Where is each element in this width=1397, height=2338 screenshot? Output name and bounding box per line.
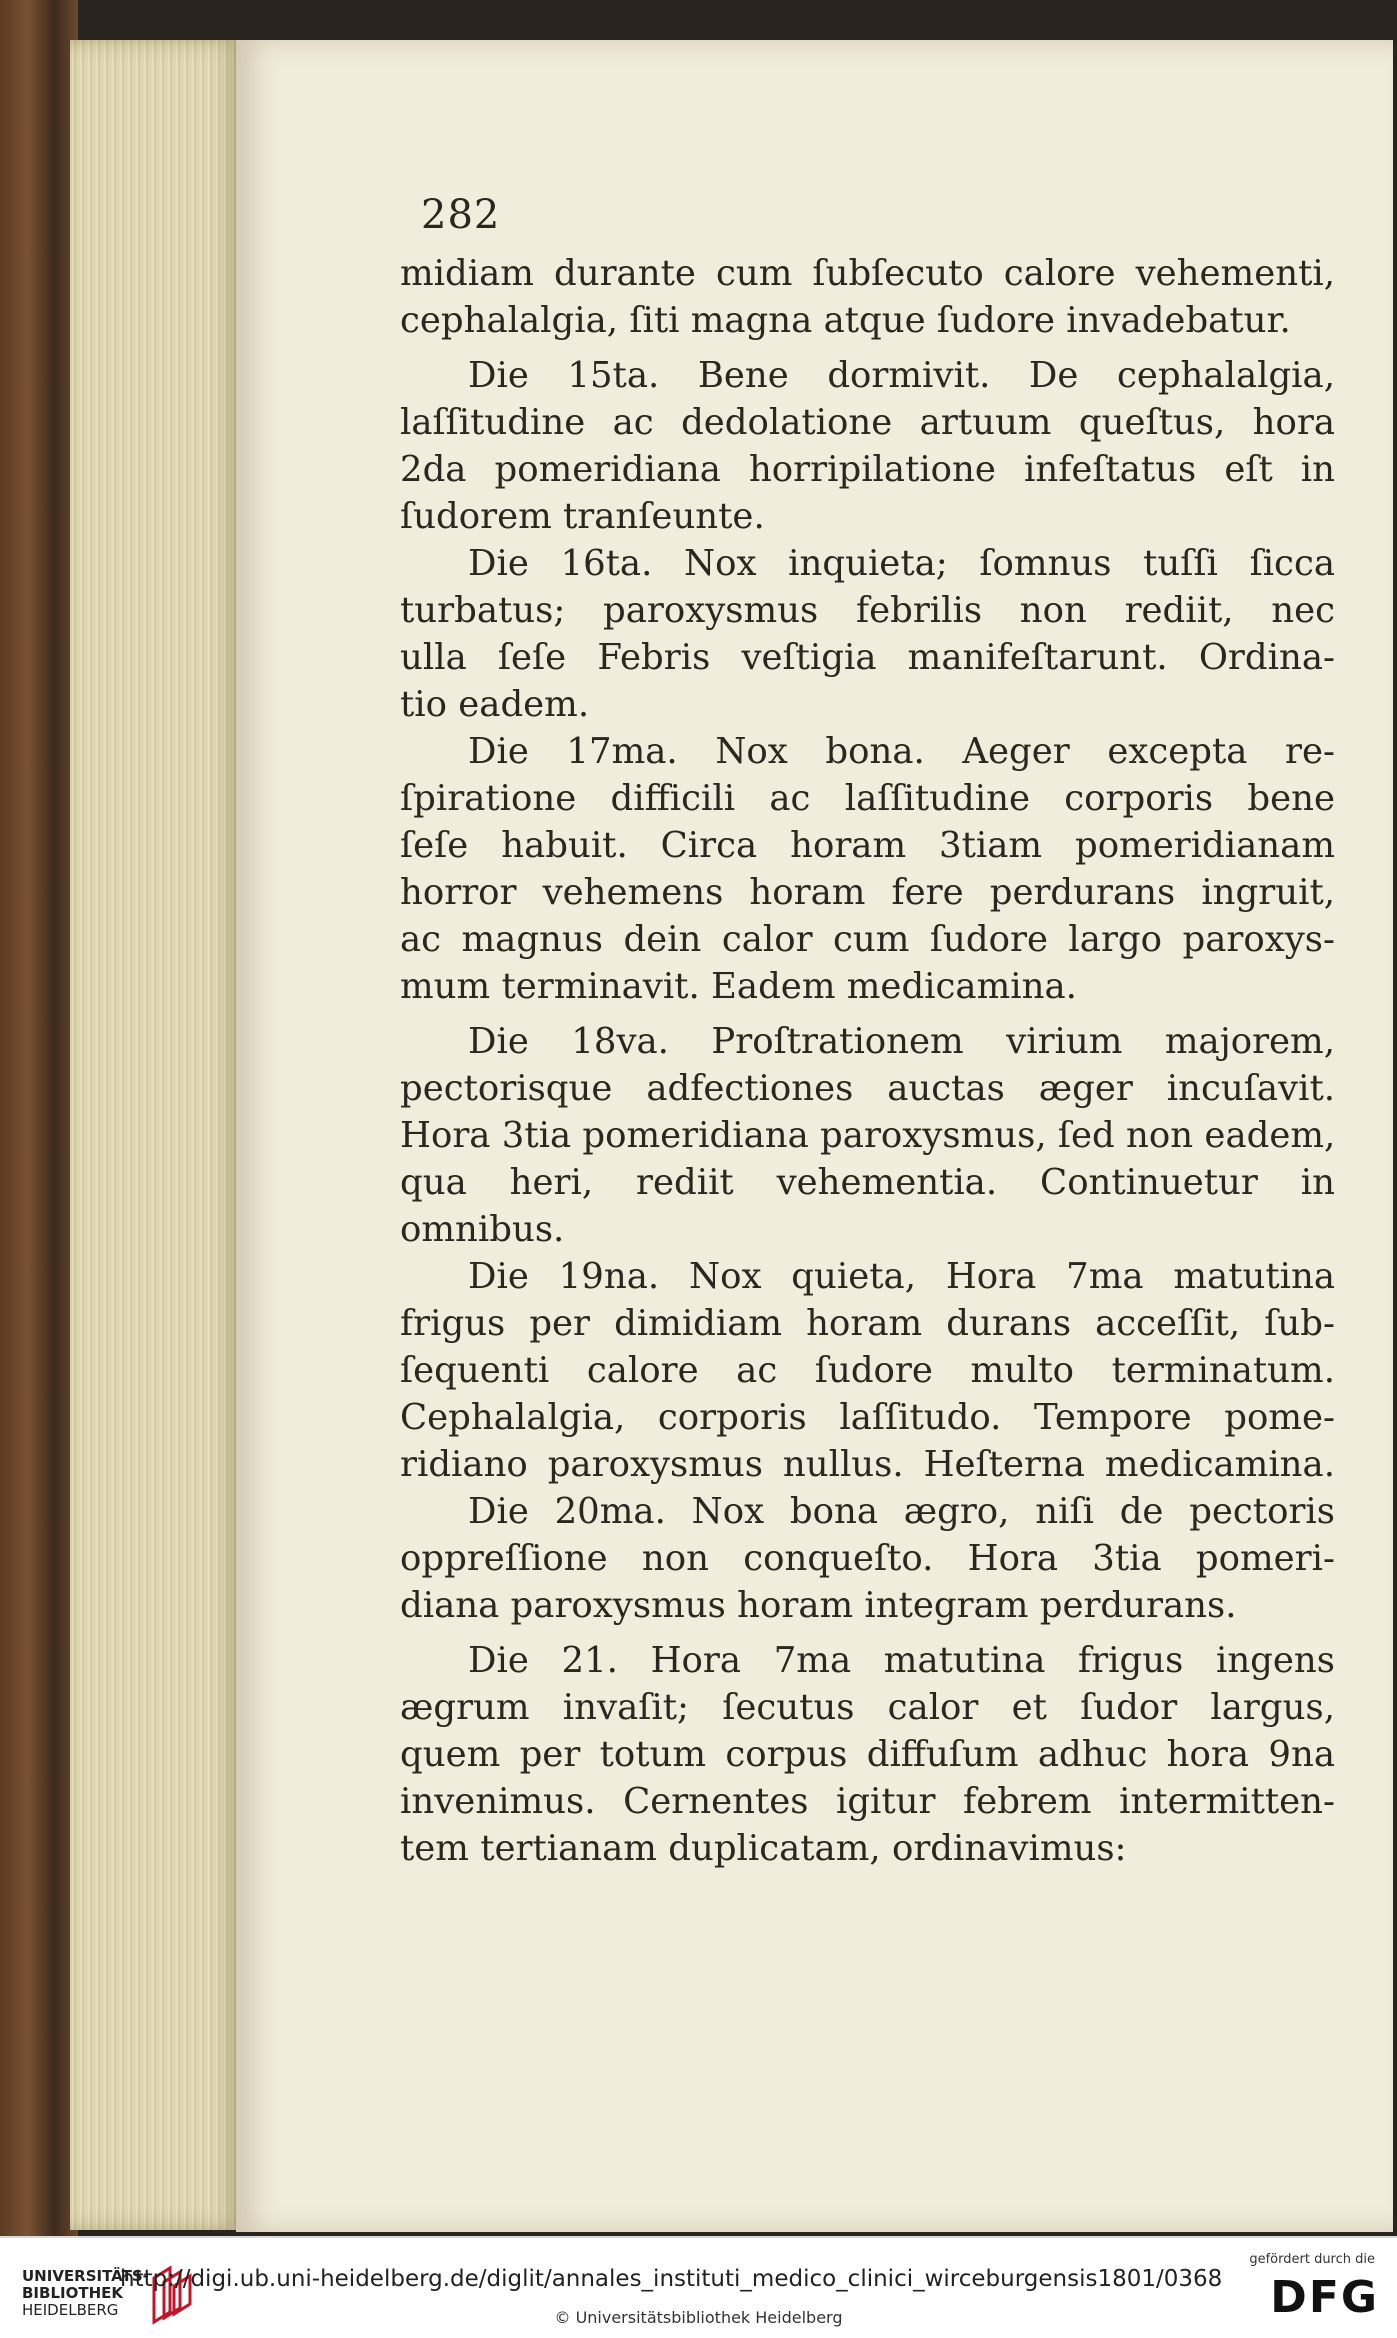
institution-line: HEIDELBERG [22, 2301, 119, 2319]
text-line: ægrum invaſit; ſecutus calor et ſudor largus, [400, 1687, 1335, 1728]
book-cover-edge [0, 0, 78, 2236]
text-line: quem per totum corpus diffuſum adhuc hora 9na [400, 1734, 1335, 1775]
text-line: diana paroxysmus horam integram perdurans. [400, 1585, 1237, 1626]
institution-line: UNIVERSITÄTS- [22, 2267, 149, 2285]
text-line: qua heri, rediit vehementia. Continuetur in [400, 1162, 1335, 1203]
text-line: ſequenti calore ac ſudore multo terminatum. [400, 1350, 1335, 1391]
text-line: Die 20ma. Nox bona ægro, niſi de pectoris [468, 1491, 1335, 1532]
funder-note: gefördert durch die [1249, 2252, 1375, 2267]
text-line: cephalalgia, ſiti magna atque ſudore invadebatur. [400, 300, 1291, 341]
permalink-url[interactable]: http://digi.ub.uni-heidelberg.de/diglit/annales_instituti_medico_clinici_wirceburgensis1801/0368 [120, 2266, 1223, 2292]
text-line: Die 19na. Nox quieta, Hora 7ma matutina [468, 1256, 1335, 1297]
text-line: frigus per dimidiam horam durans acceſſit, ſub- [400, 1303, 1335, 1344]
text-line: turbatus; paroxysmus febrilis non rediit, nec [400, 590, 1335, 631]
text-line: laſſitudine ac dedolatione artuum queſtus, hora [400, 402, 1335, 443]
text-line: Die 16ta. Nox inquieta; ſomnus tuſſi ſicca [468, 543, 1335, 584]
text-line: oppreſſione non conqueſto. Hora 3tia pomeri- [400, 1538, 1335, 1579]
text-line: ſeſe habuit. Circa horam 3tiam pomeridianam [400, 825, 1335, 866]
text-line: ſudorem tranſeunte. [400, 496, 765, 537]
page-edges [70, 40, 240, 2230]
institution-line: BIBLIOTHEK [22, 2284, 123, 2302]
text-line: omnibus. [400, 1209, 565, 1250]
page-text [400, 250, 1335, 1872]
text-line: invenimus. Cernentes igitur febrem intermitten- [400, 1781, 1335, 1822]
page-number: 282 [421, 192, 501, 238]
text-line: tio eadem. [400, 684, 590, 725]
text-line: ridiano paroxysmus nullus. Heſterna medicamina. [400, 1444, 1335, 1485]
library-footer [0, 2236, 1397, 2338]
text-line: tem tertianam duplicatam, ordinavimus: [400, 1828, 1127, 1869]
text-line: Die 18va. Proſtrationem virium majorem, [468, 1021, 1335, 1062]
text-line: Die 21. Hora 7ma matutina frigus ingens [468, 1640, 1335, 1681]
text-line: 2da pomeridiana horripilatione infeſtatus eſt in [400, 449, 1335, 490]
text-line: horror vehemens horam fere perdurans ingruit, [400, 872, 1335, 913]
text-line: midiam durante cum ſubſecuto calore vehementi, [400, 253, 1335, 294]
copyright-notice: © Universitätsbibliothek Heidelberg [554, 2308, 843, 2327]
text-line: ſpiratione difficili ac laſſitudine corporis bene [400, 778, 1335, 819]
text-line: Die 17ma. Nox bona. Aeger excepta re- [468, 731, 1335, 772]
text-line: pectorisque adfectiones auctas æger incuſavit. [400, 1068, 1335, 1109]
text-line: Cephalalgia, corporis laſſitudo. Tempore pome- [400, 1397, 1335, 1438]
text-line: ulla ſeſe Febris veſtigia manifeſtarunt. Ordina- [400, 637, 1335, 678]
text-line: Die 15ta. Bene dormivit. De cephalalgia, [468, 355, 1335, 396]
dfg-logo: DFG [1270, 2272, 1379, 2323]
text-line: ac magnus dein calor cum ſudore largo paroxys- [400, 919, 1335, 960]
text-line: Hora 3tia pomeridiana paroxysmus, ſed non eadem, [400, 1115, 1336, 1156]
text-line: mum terminavit. Eadem medicamina. [400, 966, 1077, 1007]
